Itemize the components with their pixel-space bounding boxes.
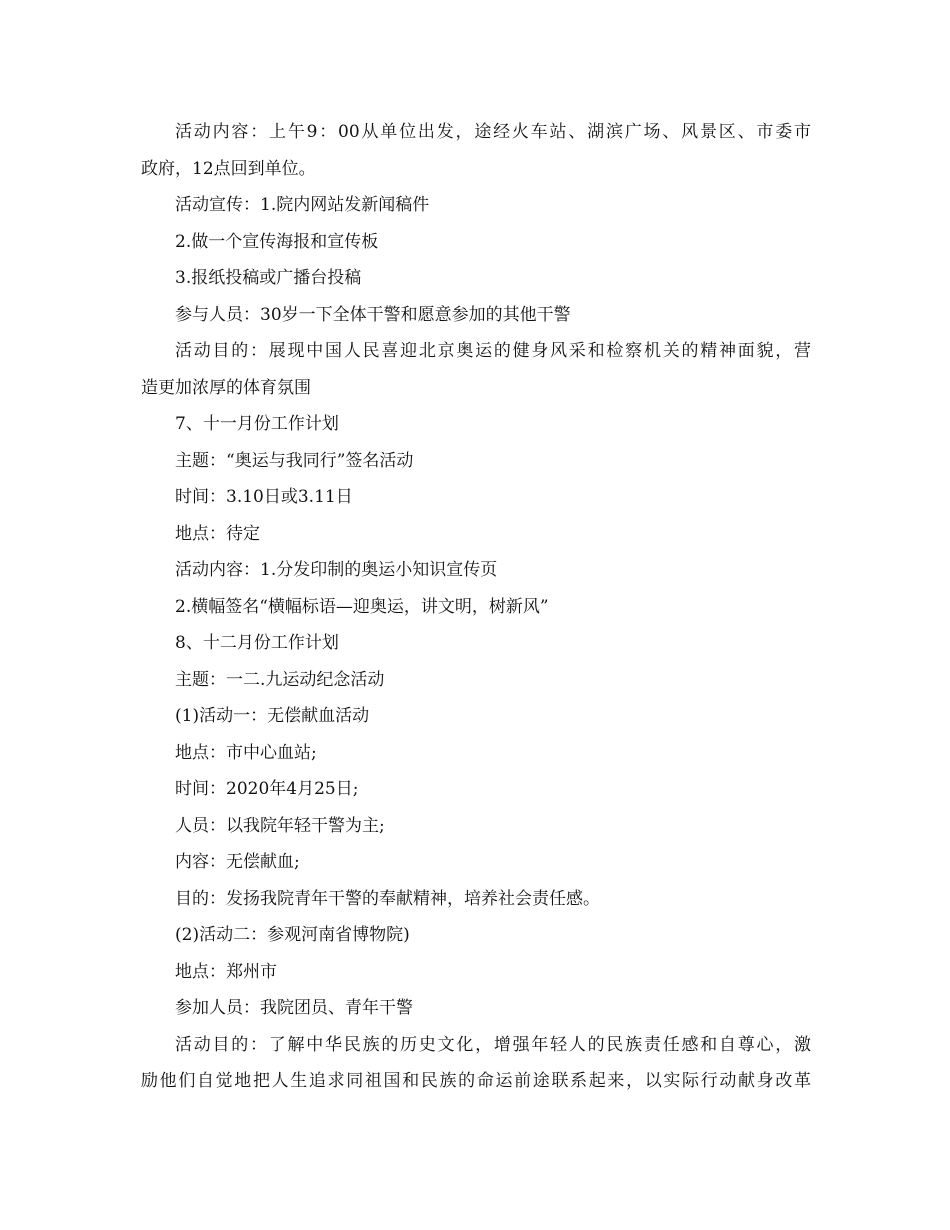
text-line: 时间：3.10日或3.11日	[175, 487, 353, 507]
text-line: 主题：一二.九运动纪念活动	[175, 669, 385, 690]
text-line: 地点：郑州市	[175, 961, 277, 982]
text-line: 活动目的：展现中国人民喜迎北京奥运的健身风采和检察机关的精神面貌，营	[175, 341, 811, 361]
text-line: 内容：无偿献血;	[175, 852, 300, 872]
text-line: 3.报纸投稿或广播台投稿	[175, 268, 362, 288]
text-line: 2.做一个宣传海报和宣传板	[175, 231, 379, 252]
text-line: 人员：以我院年轻干警为主;	[175, 815, 385, 836]
text-line: 参加人员：我院团员、青年干警	[175, 998, 413, 1018]
text-line: 活动内容：上午9：00从单位出发，途经火车站、湖滨广场、风景区、市委市	[175, 122, 811, 142]
text-line: 造更加浓厚的体育氛围	[141, 377, 311, 398]
document-body	[141, 114, 811, 1100]
text-line: 活动目的：了解中华民族的历史文化，增强年轻人的民族责任感和自尊心，激	[175, 1034, 811, 1055]
text-line: 7、十一月份工作计划	[175, 414, 339, 434]
text-line: 目的：发扬我院青年干警的奉献精神，培养社会责任感。	[175, 888, 600, 909]
text-line: 政府，12点回到单位。	[141, 158, 316, 179]
text-line: (1)活动一：无偿献血活动	[175, 706, 370, 726]
text-line: 8、十二月份工作计划	[175, 633, 339, 653]
text-line: 2.横幅签名“横幅标语—迎奥运，讲文明，树新风”	[175, 596, 549, 617]
text-line: 时间：2020年4月25日;	[175, 779, 359, 799]
text-line: 地点：市中心血站;	[175, 742, 317, 763]
text-line: 励他们自觉地把人生追求同祖国和民族的命运前途联系起来，以实际行动献身改革	[141, 1071, 811, 1091]
text-line: (2)活动二：参观河南省博物院)	[175, 925, 410, 945]
text-line: 参与人员：30岁一下全体干警和愿意参加的其他干警	[175, 304, 571, 325]
text-line: 主题：“奥运与我同行”签名活动	[175, 450, 414, 471]
text-line: 地点：待定	[175, 523, 260, 544]
text-line: 活动宣传：1.院内网站发新闻稿件	[175, 195, 430, 215]
text-line: 活动内容：1.分发印制的奥运小知识宣传页	[175, 560, 498, 580]
